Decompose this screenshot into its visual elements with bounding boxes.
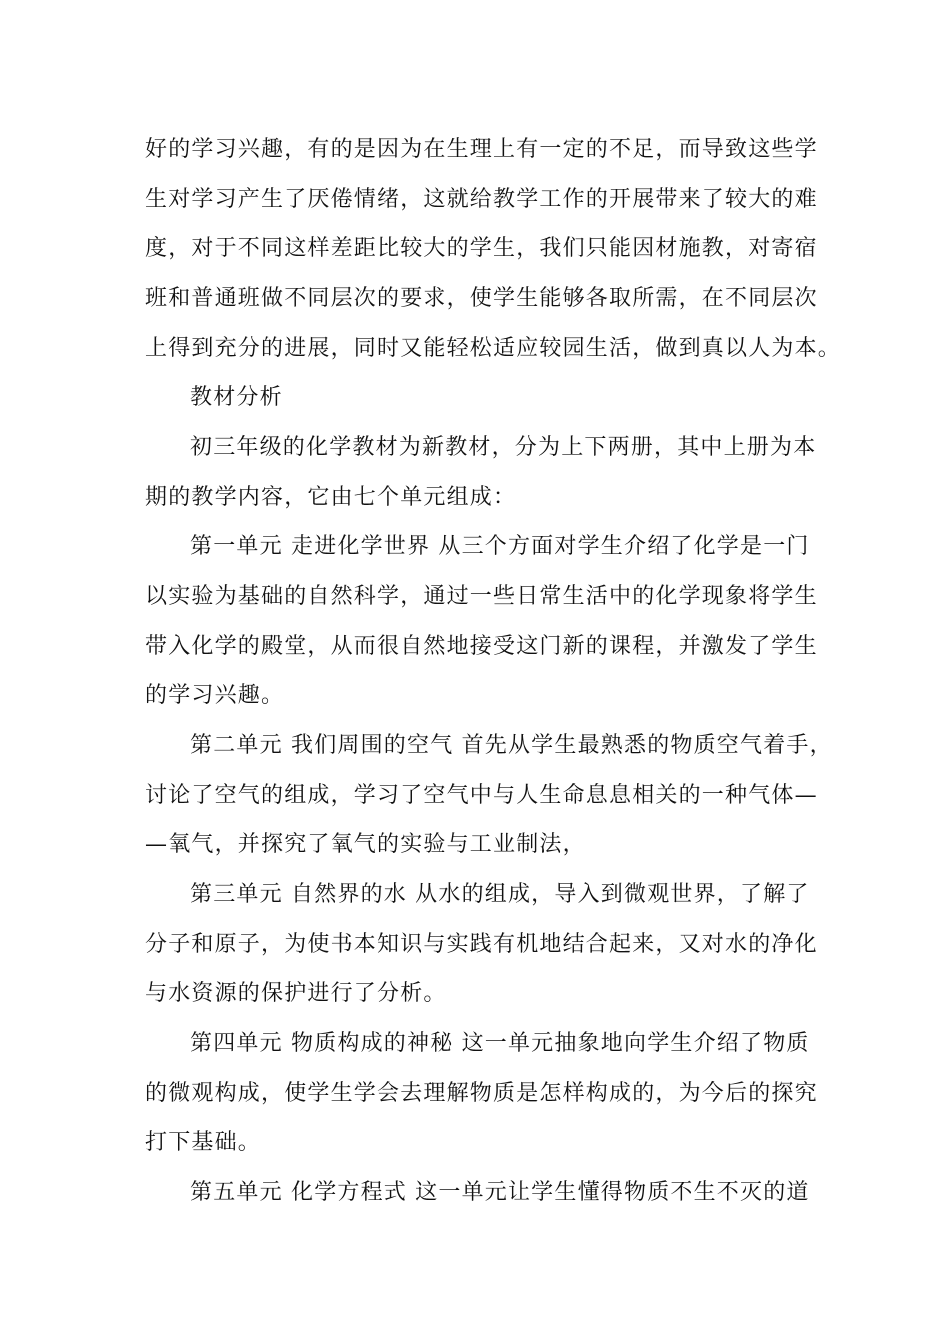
text-line: —氧气，并探究了氧气的实验与工业制法， [145, 832, 586, 857]
text-line: 第三单元 自然界的水 从水的组成，导入到微观世界，了解了 [190, 882, 810, 907]
text-line: 度，对于不同这样差距比较大的学生，我们只能因材施教，对寄宿 [145, 236, 818, 261]
text-line: 的学习兴趣。 [145, 683, 285, 708]
text-line: 第四单元 物质构成的神秘 这一单元抽象地向学生介绍了物质 [190, 1031, 810, 1056]
text-line: 上得到充分的进展，同时又能轻松适应较园生活，做到真以人为本。 [145, 336, 842, 361]
text-line: 第五单元 化学方程式 这一单元让学生懂得物质不生不灭的道 [190, 1180, 810, 1205]
text-line: 讨论了空气的组成，学习了空气中与人生命息息相关的一种气体— [145, 783, 818, 808]
text-line: 打下基础。 [145, 1130, 262, 1155]
text-line: 初三年级的化学教材为新教材，分为上下两册，其中上册为本 [190, 435, 817, 460]
text-line: 分子和原子，为使书本知识与实践有机地结合起来，又对水的净化 [145, 932, 818, 957]
section-heading: 教材分析 [190, 385, 283, 410]
text-line: 带入化学的殿堂，从而很自然地接受这门新的课程，并激发了学生 [145, 634, 818, 659]
text-line: 以实验为基础的自然科学，通过一些日常生活中的化学现象将学生 [145, 584, 818, 609]
text-line: 班和普通班做不同层次的要求，使学生能够各取所需，在不同层次 [145, 286, 818, 311]
text-line: 与水资源的保护进行了分析。 [145, 981, 447, 1006]
text-line: 的微观构成，使学生学会去理解物质是怎样构成的，为今后的探究 [145, 1081, 818, 1106]
text-line: 好的学习兴趣，有的是因为在生理上有一定的不足，而导致这些学 [145, 137, 818, 162]
text-line: 生对学习产生了厌倦情绪，这就给教学工作的开展带来了较大的难 [145, 187, 818, 212]
text-line: 期的教学内容，它由七个单元组成： [145, 485, 517, 510]
text-line: 第一单元 走进化学世界 从三个方面对学生介绍了化学是一门 [190, 534, 810, 559]
text-line: 第二单元 我们周围的空气 首先从学生最熟悉的物质空气着手， [190, 733, 833, 758]
